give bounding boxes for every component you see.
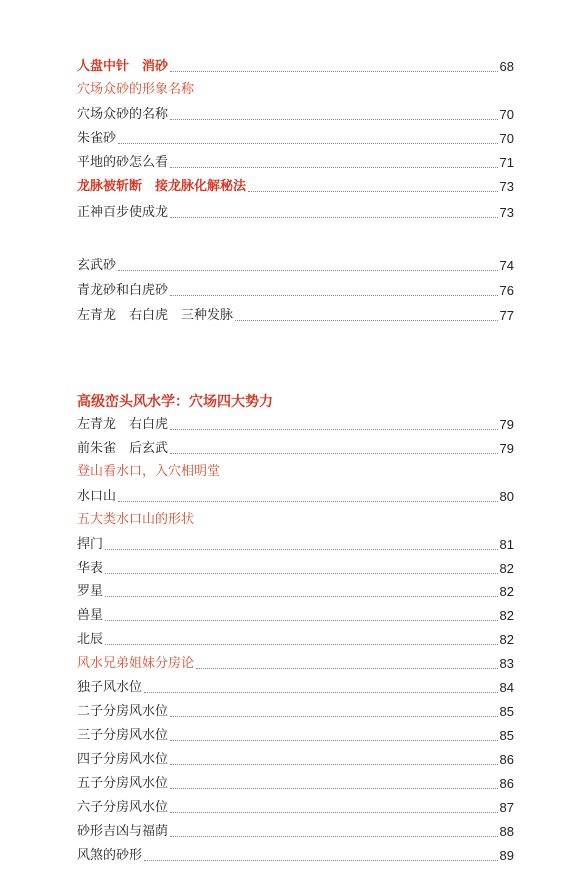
toc-entry-title: 三子分房风水位	[77, 728, 169, 743]
toc-entry[interactable]	[77, 151, 514, 171]
toc-subheading: 登山看水口，入穴相明堂	[77, 464, 221, 479]
toc-entry-title: 四子分房风水位	[77, 752, 169, 767]
toc-entry[interactable]	[77, 485, 514, 505]
toc-entry[interactable]	[77, 175, 514, 195]
toc-entry[interactable]	[77, 748, 514, 768]
toc-entry-title: 朱雀砂	[77, 131, 117, 146]
toc-entry-page: 85	[499, 704, 514, 719]
toc-entry-page: 79	[499, 417, 514, 432]
toc-entry-title: 风水兄弟姐妹分房论	[77, 656, 195, 671]
toc-entry[interactable]	[77, 724, 514, 744]
toc-entry[interactable]	[77, 413, 514, 433]
leader-dots	[196, 668, 498, 669]
toc-entry-title: 兽星	[77, 608, 104, 623]
leader-dots	[170, 812, 498, 813]
toc-entry-page: 77	[499, 308, 514, 323]
leader-dots	[235, 320, 498, 321]
toc-entry-title: 左青龙 右白虎	[77, 417, 169, 432]
toc-entry[interactable]	[77, 772, 514, 792]
leader-dots	[170, 217, 498, 218]
toc-entry-page: 82	[499, 561, 514, 576]
toc-entry[interactable]	[77, 55, 514, 75]
leader-dots	[105, 596, 498, 597]
toc-entry-page: 83	[499, 656, 514, 671]
toc-entry-title: 平地的砂怎么看	[77, 155, 169, 170]
leader-dots	[170, 740, 498, 741]
leader-dots	[170, 836, 498, 837]
leader-dots	[144, 692, 498, 693]
toc-entry-page: 82	[499, 632, 514, 647]
toc-entry-page: 74	[499, 258, 514, 273]
toc-subheading: 穴场众砂的形象名称	[77, 82, 195, 97]
leader-dots	[118, 143, 498, 144]
toc-entry[interactable]	[77, 533, 514, 553]
toc-entry-page: 86	[499, 776, 514, 791]
toc-entry[interactable]	[77, 676, 514, 696]
leader-dots	[170, 71, 498, 72]
leader-dots	[170, 716, 498, 717]
leader-dots	[170, 295, 498, 296]
toc-entry-title: 水口山	[77, 489, 117, 504]
toc-entry[interactable]	[77, 796, 514, 816]
toc-entry-page: 81	[499, 537, 514, 552]
toc-entry-page: 70	[499, 131, 514, 146]
leader-dots	[105, 573, 498, 574]
toc-entry-page: 89	[499, 848, 514, 863]
toc-entry[interactable]	[77, 557, 514, 577]
toc-entry[interactable]	[77, 103, 514, 123]
leader-dots	[170, 429, 498, 430]
toc-entry[interactable]	[77, 580, 514, 600]
toc-entry-page: 82	[499, 584, 514, 599]
toc-entry[interactable]	[77, 652, 514, 672]
toc-entry-page: 86	[499, 752, 514, 767]
toc-entry-page: 87	[499, 800, 514, 815]
leader-dots	[170, 788, 498, 789]
toc-entry-title: 青龙砂和白虎砂	[77, 283, 169, 298]
toc-entry-page: 88	[499, 824, 514, 839]
leader-dots	[105, 549, 498, 550]
toc-entry[interactable]	[77, 304, 514, 324]
toc-entry-title: 风煞的砂形	[77, 848, 143, 863]
leader-dots	[105, 644, 498, 645]
toc-subheading: 五大类水口山的形状	[77, 512, 195, 527]
leader-dots	[170, 453, 498, 454]
toc-entry[interactable]	[77, 437, 514, 457]
leader-dots	[144, 860, 498, 861]
toc-entry[interactable]	[77, 279, 514, 299]
leader-dots	[170, 167, 498, 168]
section-heading: 高级峦头风水学：穴场四大势力	[77, 394, 273, 410]
toc-entry[interactable]	[77, 700, 514, 720]
toc-entry[interactable]	[77, 127, 514, 147]
toc-entry[interactable]	[77, 201, 514, 221]
toc-entry-page: 73	[499, 179, 514, 194]
toc-entry-page: 85	[499, 728, 514, 743]
toc-entry-page: 82	[499, 608, 514, 623]
toc-entry-title: 华表	[77, 561, 104, 576]
toc-entry[interactable]	[77, 820, 514, 840]
toc-entry-title: 砂形吉凶与福荫	[77, 824, 169, 839]
toc-entry-page: 79	[499, 441, 514, 456]
leader-dots	[248, 191, 498, 192]
toc-entry-page: 70	[499, 107, 514, 122]
toc-entry-title: 正神百步使成龙	[77, 205, 169, 220]
toc-entry-title: 北辰	[77, 632, 104, 647]
toc-entry-page: 80	[499, 489, 514, 504]
toc-entry-page: 73	[499, 205, 514, 220]
toc-entry-title: 前朱雀 后玄武	[77, 441, 169, 456]
toc-entry-page: 84	[499, 680, 514, 695]
toc-entry-title: 六子分房风水位	[77, 800, 169, 815]
toc-entry-title: 独子风水位	[77, 680, 143, 695]
toc-entry[interactable]	[77, 254, 514, 274]
toc-entry-page: 68	[499, 59, 514, 74]
toc-entry-title: 玄武砂	[77, 258, 117, 273]
toc-entry-page: 76	[499, 283, 514, 298]
toc-entry[interactable]	[77, 844, 514, 864]
toc-entry-title: 左青龙 右白虎 三种发脉	[77, 308, 234, 323]
toc-entry[interactable]	[77, 628, 514, 648]
toc-entry-title: 人盘中针 消砂	[77, 59, 169, 74]
leader-dots	[118, 501, 498, 502]
toc-entry-title: 二子分房风水位	[77, 704, 169, 719]
leader-dots	[170, 764, 498, 765]
toc-entry-title: 五子分房风水位	[77, 776, 169, 791]
toc-entry-title: 龙脉被斩断 接龙脉化解秘法	[77, 179, 247, 194]
toc-entry[interactable]	[77, 604, 514, 624]
toc-entry-title: 罗星	[77, 584, 104, 599]
toc-entry-title: 捍门	[77, 537, 104, 552]
leader-dots	[118, 270, 498, 271]
leader-dots	[170, 119, 498, 120]
toc-entry-title: 穴场众砂的名称	[77, 107, 169, 122]
leader-dots	[105, 620, 498, 621]
toc-entry-page: 71	[499, 155, 514, 170]
